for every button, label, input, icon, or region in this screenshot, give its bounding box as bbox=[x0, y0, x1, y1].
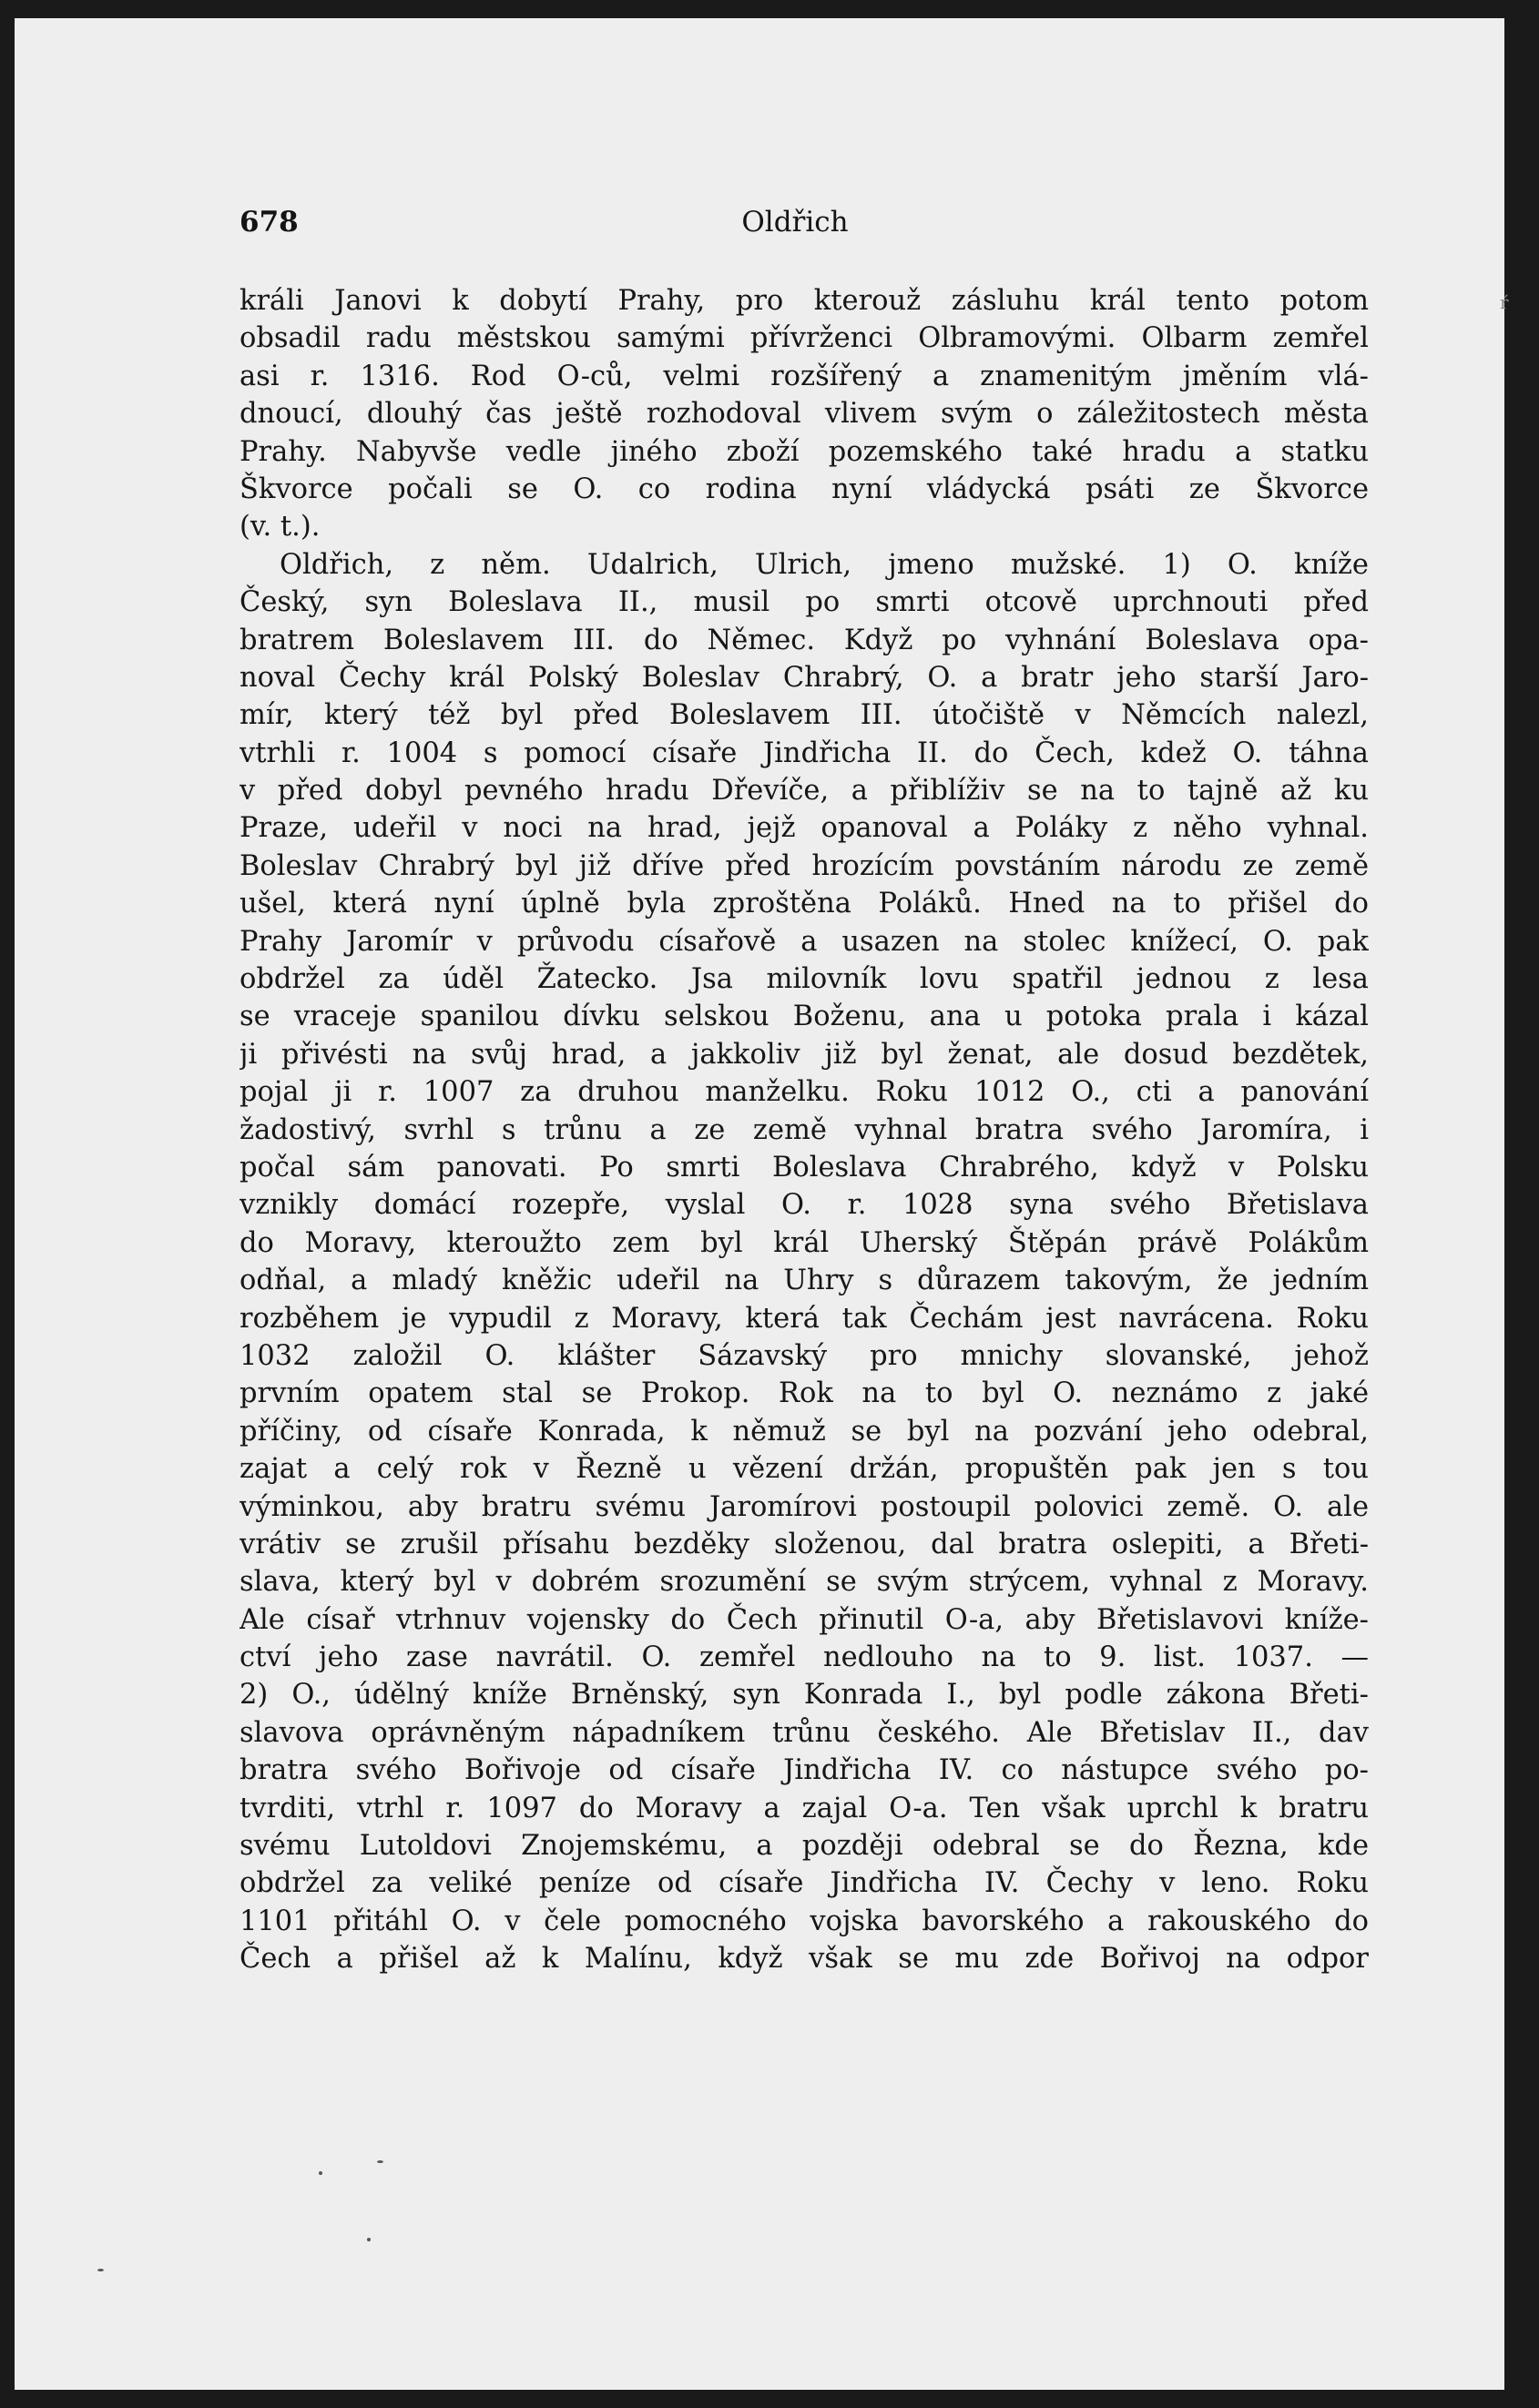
text-line: asi r. 1316. Rod O-ců, velmi rozšířený a znamenitým jměním vlá- bbox=[240, 360, 1369, 392]
scan-speck bbox=[367, 2238, 371, 2241]
text-line: Český, syn Boleslava II., musil po smrti otcově uprchnouti před bbox=[240, 586, 1369, 619]
text-line: 1101 přitáhl O. v čele pomocného vojska bavorského a rakouského do bbox=[240, 1905, 1369, 1937]
text-line: Škvorce počali se O. co rodina nyní vládycká psáti ze Škvorce bbox=[240, 472, 1369, 505]
running-title: Oldřich bbox=[741, 206, 849, 239]
text-line: ji přivésti na svůj hrad, a jakkoliv již byl ženat, ale dosud bezdětek, bbox=[240, 1038, 1369, 1071]
text-line: se vraceje spanilou dívku selskou Boženu, ana u potoka prala i kázal bbox=[240, 1001, 1369, 1033]
text-line: prvním opatem stal se Prokop. Rok na to byl O. neznámo z jaké bbox=[240, 1377, 1369, 1410]
text-line: bratrem Boleslavem III. do Němec. Když po vyhnání Boleslava opa- bbox=[240, 624, 1369, 656]
margin-mark: ŕ bbox=[1500, 291, 1509, 313]
text-line: obdržel za veliké peníze od císaře Jindřicha IV. Čechy v leno. Roku bbox=[240, 1867, 1369, 1900]
text-line: Boleslav Chrabrý byl již dříve před hrozícím povstáním národu ze země bbox=[240, 849, 1369, 882]
scan-speck bbox=[377, 2160, 383, 2163]
text-line: Oldřich, z něm. Udalrich, Ulrich, jmeno mužské. 1) O. kníže bbox=[280, 548, 1369, 581]
book-page bbox=[15, 18, 1509, 2390]
text-line: svému Lutoldovi Znojemskému, a později odebral se do Řezna, kde bbox=[240, 1830, 1369, 1863]
text-line: příčiny, od císaře Konrada, k němuž se byl na pozvání jeho odebral, bbox=[240, 1415, 1369, 1448]
text-line: králi Janovi k dobytí Prahy, pro kterouž zásluhu král tento potom bbox=[240, 285, 1369, 317]
text-line: mír, který též byl před Boleslavem III. útočiště v Němcích nalezl, bbox=[240, 699, 1369, 732]
text-line: noval Čechy král Polský Boleslav Chrabrý, O. a bratr jeho starší Jaro- bbox=[240, 661, 1369, 694]
text-line: dnoucí, dlouhý čas ještě rozhodoval vlivem svým o záležitostech města bbox=[240, 398, 1369, 431]
text-block bbox=[240, 282, 1369, 1978]
text-line: slava, který byl v dobrém srozumění se svým strýcem, vyhnal z Moravy. bbox=[240, 1566, 1369, 1599]
text-line: Prahy Jaromír v průvodu císařově a usazen na stolec knížecí, O. pak bbox=[240, 925, 1369, 958]
text-line: rozběhem je vypudil z Moravy, která tak Čechám jest navrácena. Roku bbox=[240, 1302, 1369, 1335]
text-line: výminkou, aby bratru svému Jaromírovi postoupil polovici země. O. ale bbox=[240, 1490, 1369, 1523]
text-line: 2) O., údělný kníže Brněnský, syn Konrada I., byl podle zákona Břeti- bbox=[240, 1679, 1369, 1712]
text-line: tvrditi, vtrhl r. 1097 do Moravy a zajal O-a. Ten však uprchl k bratru bbox=[240, 1792, 1369, 1824]
text-line: počal sám panovati. Po smrti Boleslava Chrabrého, když v Polsku bbox=[240, 1151, 1369, 1184]
text-line: v před dobyl pevného hradu Dřevíče, a přiblíživ se na to tajně až ku bbox=[240, 775, 1369, 808]
scan-speck bbox=[97, 2269, 104, 2271]
text-line: žadostivý, svrhl s trůnu a ze země vyhnal bratra svého Jaromíra, i bbox=[240, 1113, 1369, 1146]
text-line: vznikly domácí rozepře, vyslal O. r. 1028 syna svého Břetislava bbox=[240, 1189, 1369, 1222]
text-line: Prahy. Nabyvše vedle jiného zboží pozemského také hradu a statku bbox=[240, 435, 1369, 468]
text-line: do Moravy, kteroužto zem byl král Uherský Štěpán právě Polákům bbox=[240, 1226, 1369, 1259]
text-line: slavova oprávněným nápadníkem trůnu českého. Ale Břetislav II., dav bbox=[240, 1716, 1369, 1749]
page-number: 678 bbox=[240, 206, 299, 239]
text-line: Praze, udeřil v noci na hrad, jejž opanoval a Poláky z něho vyhnal. bbox=[240, 812, 1369, 845]
text-line: obsadil radu městskou samými přívrženci Olbramovými. Olbarm zemřel bbox=[240, 322, 1369, 355]
text-line: pojal ji r. 1007 za druhou manželku. Roku 1012 O., cti a panování bbox=[240, 1076, 1369, 1109]
text-line: vrátiv se zrušil přísahu bezděky složenou, dal bratra oslepiti, a Břeti- bbox=[240, 1528, 1369, 1560]
text-line: (v. t.). bbox=[240, 511, 321, 544]
text-line: odňal, a mladý kněžic udeřil na Uhry s důrazem takovým, že jedním bbox=[240, 1265, 1369, 1297]
text-line: Ale císař vtrhnuv vojensky do Čech přinutil O-a, aby Břetislavovi kníže- bbox=[240, 1603, 1369, 1636]
text-line: obdržel za úděl Žatecko. Jsa milovník lovu spatřil jednou z lesa bbox=[240, 963, 1369, 996]
text-line: zajat a celý rok v Řezně u vězení držán, propuštěn pak jen s tou bbox=[240, 1453, 1369, 1486]
text-line: ušel, která nyní úplně byla zproštěna Poláků. Hned na to přišel do bbox=[240, 888, 1369, 920]
text-line: bratra svého Bořivoje od císaře Jindřicha IV. co nástupce svého po- bbox=[240, 1754, 1369, 1787]
running-head bbox=[227, 200, 1363, 244]
text-line: vtrhli r. 1004 s pomocí císaře Jindřicha II. do Čech, kdež O. táhna bbox=[240, 737, 1369, 769]
scan-speck bbox=[319, 2171, 322, 2175]
text-line: Čech a přišel až k Malínu, když však se mu zde Bořivoj na odpor bbox=[240, 1943, 1369, 1976]
text-line: 1032 založil O. klášter Sázavský pro mnichy slovanské, jehož bbox=[240, 1339, 1369, 1372]
text-line: ctví jeho zase navrátil. O. zemřel nedlouho na to 9. list. 1037. — bbox=[240, 1641, 1369, 1674]
